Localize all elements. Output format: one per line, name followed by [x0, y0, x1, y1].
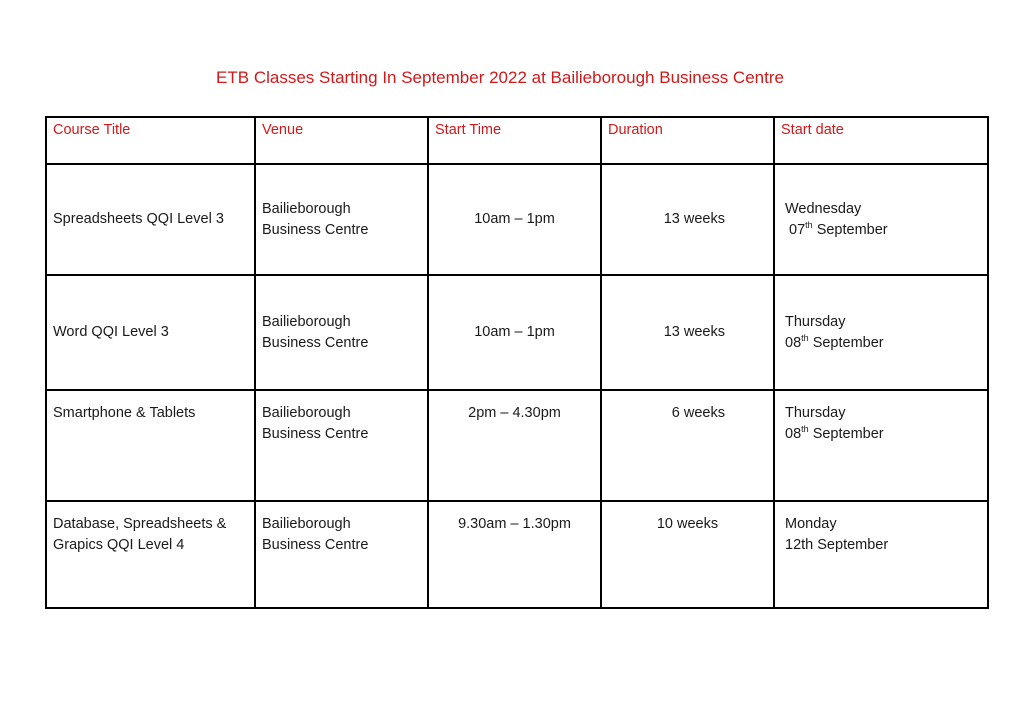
start-date: [785, 424, 981, 445]
duration-cell: [601, 501, 774, 608]
header-course-title: Course Title: [46, 117, 255, 164]
header-duration: Duration: [601, 117, 774, 164]
venue-line-1: Bailieborough: [262, 200, 351, 217]
document-title: ETB Classes Starting In September 2022 at Bailieborough Business Centre: [216, 68, 784, 87]
start-time: 2pm – 4.30pm: [468, 405, 561, 421]
date-number: 07: [789, 221, 806, 238]
course-title: Word QQI Level 3: [53, 324, 169, 340]
venue-line-1: Bailieborough: [262, 405, 351, 421]
date-month: September: [812, 426, 884, 442]
duration: 6 weeks: [671, 405, 725, 421]
start-time-cell: [428, 390, 601, 501]
date-suffix: th: [801, 332, 809, 343]
course-title: Smartphone & Tablets: [53, 405, 196, 421]
start-date-cell: [774, 501, 988, 608]
start-time: 9.30am – 1.30pm: [458, 516, 571, 532]
course-title-line-2: Grapics QQI Level 4: [53, 537, 185, 553]
course-title-cell: [46, 390, 255, 501]
date-month: September: [816, 221, 888, 238]
venue-cell: [255, 164, 428, 275]
duration: 10 weeks: [656, 516, 719, 532]
start-time: 10am – 1pm: [474, 324, 555, 340]
date-suffix: th: [805, 219, 813, 230]
date-number: 08: [785, 426, 802, 442]
table-row: [46, 501, 988, 608]
table-header-row: [46, 117, 988, 164]
header-venue: Venue: [255, 117, 428, 164]
duration-cell: [601, 390, 774, 501]
start-date-cell: [774, 390, 988, 501]
table-row: [46, 275, 988, 390]
venue-cell: [255, 501, 428, 608]
venue-line-2: Business Centre: [262, 537, 369, 553]
classes-table: [45, 116, 989, 609]
venue-line-2: Business Centre: [262, 221, 369, 238]
course-title: Spreadsheets QQI Level 3: [53, 211, 224, 227]
venue-line-2: Business Centre: [262, 334, 369, 351]
start-date-cell: [774, 164, 988, 275]
header-start-date: Start date: [774, 117, 988, 164]
date-month: September: [817, 537, 889, 553]
table-row: [46, 390, 988, 501]
date-month: September: [812, 334, 884, 351]
course-title-line-1: Database, Spreadsheets &: [53, 516, 227, 532]
venue-line-1: Bailieborough: [262, 516, 351, 532]
start-date: [785, 333, 981, 354]
start-day: Thursday: [785, 405, 846, 421]
start-date-cell: [774, 275, 988, 390]
start-day: Thursday: [785, 313, 846, 330]
start-time-cell: [428, 501, 601, 608]
start-day: Wednesday: [785, 200, 862, 217]
venue-cell: [255, 390, 428, 501]
start-date: [785, 220, 981, 241]
start-day: Monday: [785, 516, 837, 532]
duration-cell: [601, 164, 774, 275]
venue-cell: [255, 275, 428, 390]
date-number: 12th: [785, 537, 814, 553]
date-suffix: th: [801, 424, 809, 435]
header-start-time: Start Time: [428, 117, 601, 164]
start-time-cell: [428, 275, 601, 390]
course-title-cell: [46, 501, 255, 608]
start-time-cell: [428, 164, 601, 275]
duration-cell: [601, 275, 774, 390]
start-time: 10am – 1pm: [474, 211, 555, 227]
venue-line-1: Bailieborough: [262, 313, 351, 330]
date-number: 08: [785, 334, 802, 351]
duration: 13 weeks: [663, 324, 725, 340]
venue-line-2: Business Centre: [262, 426, 369, 442]
duration: 13 weeks: [663, 211, 725, 227]
course-title-cell: [46, 275, 255, 390]
start-date: [785, 535, 981, 556]
course-title-cell: [46, 164, 255, 275]
table-row: [46, 164, 988, 275]
